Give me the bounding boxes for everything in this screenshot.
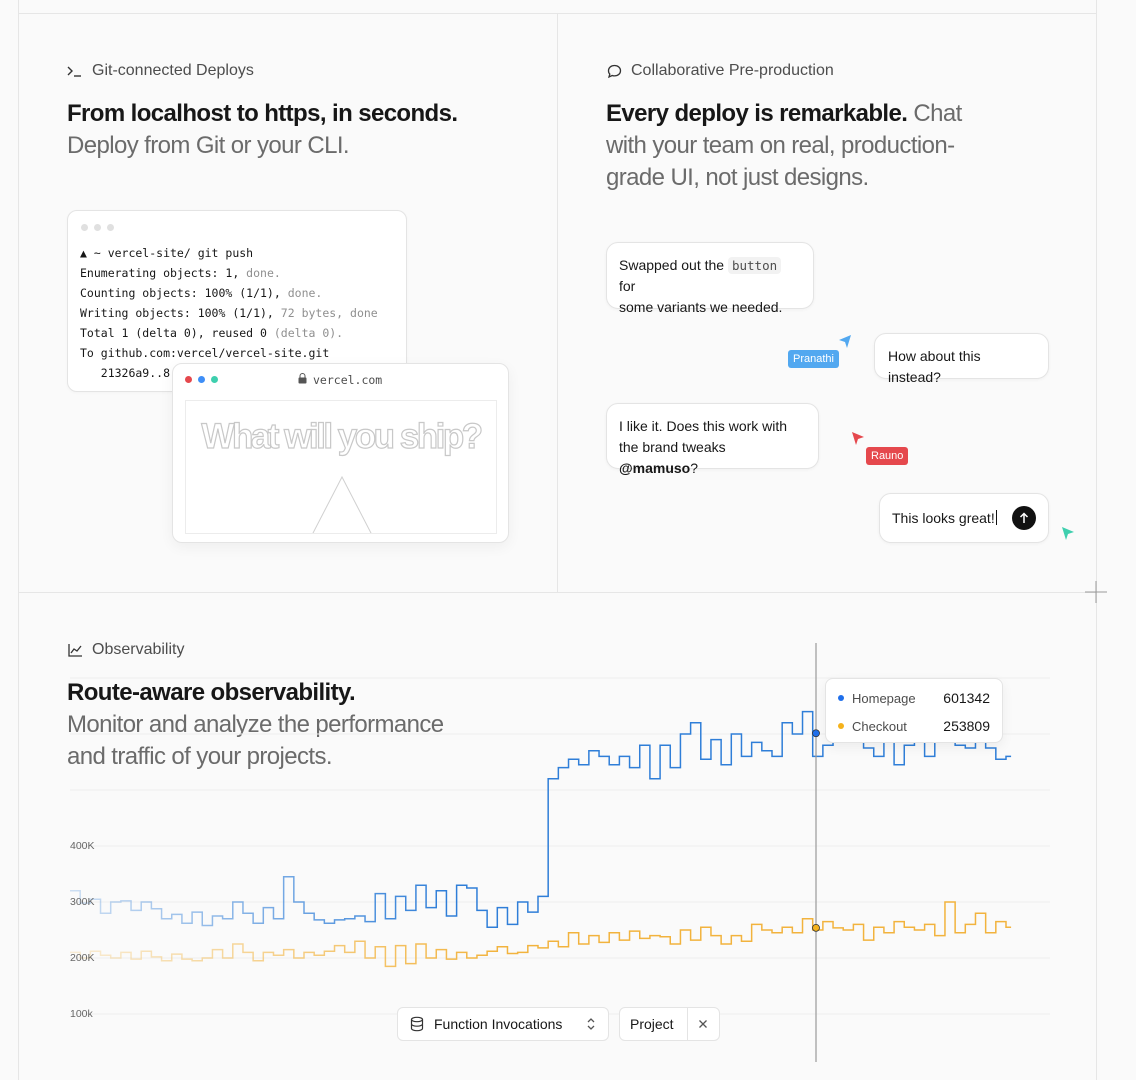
legend-dot-checkout bbox=[838, 723, 844, 729]
database-icon bbox=[410, 1016, 424, 1032]
y-tick-label: 100k bbox=[70, 1008, 93, 1020]
browser-url-text: vercel.com bbox=[313, 373, 383, 387]
terminal-line: To github.com:vercel/vercel-site.git bbox=[80, 346, 330, 360]
series-line-homepage bbox=[70, 712, 1011, 928]
preprod-headline-rest-1: Chat bbox=[907, 100, 962, 127]
project-filter-pill[interactable] bbox=[619, 1007, 720, 1041]
preprod-headline-bold: Every deploy is remarkable. bbox=[606, 100, 908, 127]
y-tick-label: 200K bbox=[70, 952, 95, 964]
chevron-up-down-icon bbox=[586, 1017, 596, 1031]
crosshair-point-homepage bbox=[813, 730, 820, 737]
terminal-line: Total 1 (delta 0), reused 0 (delta 0). bbox=[80, 326, 344, 340]
terminal-line: Counting objects: 100% (1/1), done. bbox=[80, 286, 323, 300]
tooltip-row-homepage bbox=[838, 690, 990, 706]
preprod-kicker-label: Collaborative Pre-production bbox=[631, 62, 834, 79]
y-tick-label: 400K bbox=[70, 840, 95, 852]
tooltip-series-value: 601342 bbox=[943, 690, 990, 706]
chat-message-text: some variants we needed. bbox=[619, 299, 783, 315]
chat-message-text: ? bbox=[690, 460, 699, 476]
terminal-line: 21326a9..8 bbox=[80, 366, 171, 380]
tooltip-row-checkout bbox=[838, 718, 990, 734]
cursor-tag-rauno: Rauno bbox=[866, 447, 908, 465]
deploys-headline-rest: Deploy from Git or your CLI. bbox=[67, 132, 349, 159]
preprod-headline-rest-2: with your team on real, production- bbox=[606, 132, 955, 159]
terminal-line: ▲ ~ vercel-site/ git push bbox=[80, 246, 254, 260]
chat-message-text: I like it. Does this work with bbox=[619, 418, 788, 434]
cursor-tag-pranathi: Pranathi bbox=[788, 350, 839, 368]
observability-headline-rest-1: Monitor and analyze the performance bbox=[67, 711, 444, 738]
terminal-line: Enumerating objects: 1, done. bbox=[80, 266, 281, 280]
y-tick-label: 300K bbox=[70, 896, 95, 908]
observability-headline-bold: Route-aware observability. bbox=[67, 679, 356, 706]
deploys-kicker-label: Git-connected Deploys bbox=[92, 62, 254, 79]
metric-select[interactable] bbox=[397, 1007, 609, 1041]
metric-select-label: Function Invocations bbox=[434, 1016, 563, 1032]
chat-message-text: for bbox=[619, 278, 636, 294]
inline-code: button bbox=[728, 257, 781, 274]
pill-divider bbox=[687, 1008, 688, 1040]
tooltip-series-value: 253809 bbox=[943, 718, 990, 734]
observability-headline-rest-2: and traffic of your projects. bbox=[67, 743, 332, 770]
tooltip-series-name: Homepage bbox=[852, 690, 916, 706]
close-icon[interactable] bbox=[697, 1018, 709, 1030]
chart-tooltip bbox=[825, 678, 1003, 743]
user-mention[interactable]: @mamuso bbox=[619, 460, 691, 476]
project-filter-label: Project bbox=[630, 1016, 674, 1032]
crosshair-point-checkout bbox=[813, 924, 820, 931]
browser-hero-text: What will you ship? bbox=[201, 417, 481, 456]
terminal-line: Writing objects: 100% (1/1), 72 bytes, done bbox=[80, 306, 378, 320]
chat-message-text: the brand tweaks bbox=[619, 439, 726, 455]
tooltip-series-name: Checkout bbox=[852, 718, 907, 734]
preprod-headline-rest-3: grade UI, not just designs. bbox=[606, 164, 869, 191]
legend-dot-homepage bbox=[838, 695, 844, 701]
observability-kicker-label: Observability bbox=[92, 641, 185, 658]
chat-composer-text: This looks great! bbox=[892, 510, 995, 526]
chat-message-text: How about this instead? bbox=[888, 348, 981, 385]
deploys-headline-bold: From localhost to https, in seconds. bbox=[67, 100, 458, 127]
series-line-checkout bbox=[70, 902, 1011, 966]
chat-message-text: Swapped out the bbox=[619, 257, 728, 273]
